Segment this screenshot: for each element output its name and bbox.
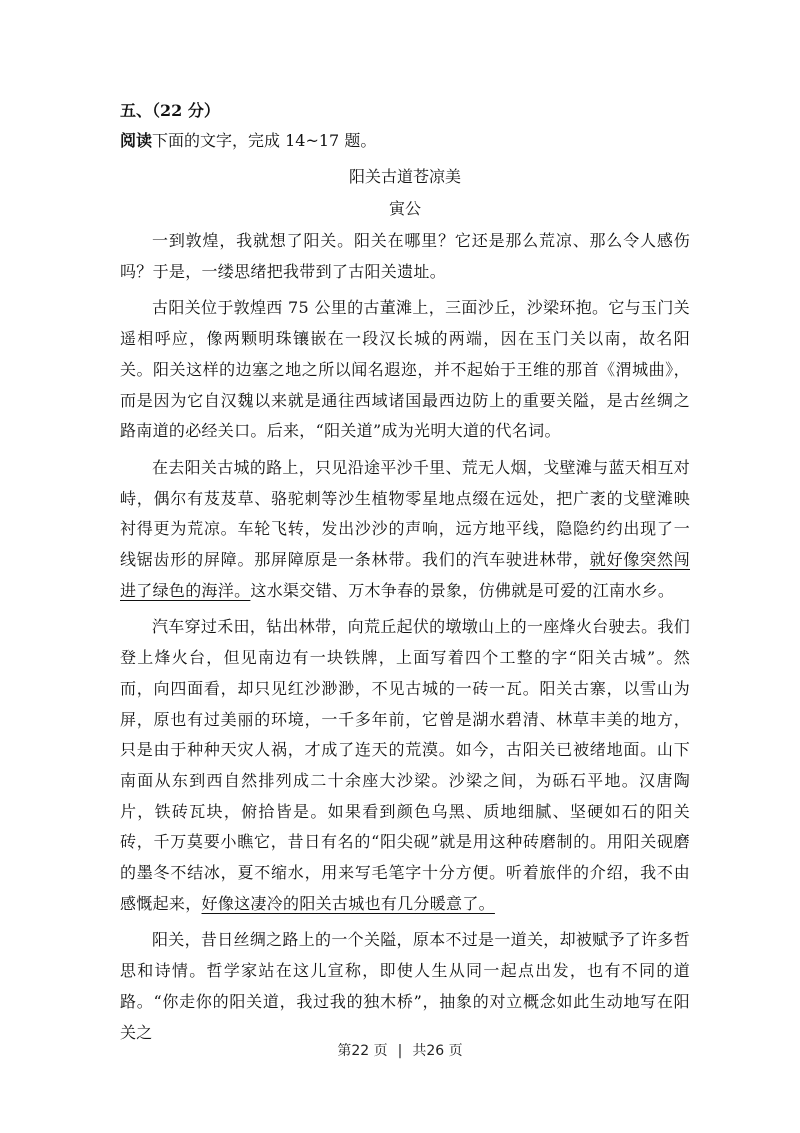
total-pages: 共26 页	[412, 1043, 463, 1059]
paragraph-3-text-b: 这水渠交错、万木争春的景象，仿佛就是可爱的江南水乡。	[250, 580, 675, 600]
footer-separator: |	[397, 1043, 403, 1059]
section-heading: 五、（22 分）	[120, 101, 220, 120]
reading-instruction	[120, 126, 690, 156]
exam-page-content	[120, 96, 690, 1054]
paragraph-2: 古阳关位于敦煌西 75 公里的古董滩上，三面沙丘，沙梁环抱。它与玉门关遥相呼应，像两颗明珠镶嵌在一段汉长城的两端，因在玉门关以南，故名阳关。阳关这样的边塞之地之所以闻名遐迩，并不起始于王维的那首《渭城曲》，而是因为它自汉魏以来就是通往西域诸国最西边防上的重要关隘，是古丝绸之路南道的必经关口。后来，“阳关道”成为光明大道的代名词。	[120, 298, 690, 441]
paragraph-4-text: 汽车穿过禾田，钻出林带，向荒丘起伏的墩墩山上的一座烽火台驶去。我们登上烽火台，但见南边有一块铁牌，上面写着四个工整的字“阳关古城”。然而，向四面看，却只见红沙渺渺，不见古城的一砖一瓦。阳关古寨，以雪山为屏，原也有过美丽的环境，一千多年前，它曾是湖水碧清、林草丰美的地方，只是由于种种天灾人祸，才成了连天的荒漠。如今，古阳关已被绪地面。山下南面从东到西自然排列成二十余座大沙梁。沙梁之间，为砾石平地。汉唐陶片，铁砖瓦块，俯拾皆是。如果看到颜色乌黑、质地细腻、坚硬如石的阳关砖，千万莫要小瞧它，昔日有名的“阳尖砚”就是用这种砖磨制的。用阳关砚磨的墨冬不结冰，夏不缩水，用来写毛笔字十分方便。听着旅伴的介绍，我不由感慨起来，	[120, 617, 690, 913]
instruction-bold-word: 阅读	[120, 131, 153, 150]
paragraph-3	[120, 453, 690, 607]
underlined-sentence-2: 好像这凄冷的阳关古城也有几分暖意了。	[201, 893, 495, 913]
paragraph-1: 一到敦煌，我就想了阳关。阳关在哪里？它还是那么荒凉、那么令人感伤吗？于是，一缕思绪把我带到了古阳关遗址。	[120, 231, 690, 281]
page-number: 第22 页	[337, 1043, 388, 1059]
paragraph-3-text-a: 在去阳关古城的路上，只见沿途平沙千里、荒无人烟，戈壁滩与蓝天相互对峙，偶尔有芨芨草、骆驼刺等沙生植物零星地点缀在远处，把广袤的戈壁滩映衬得更为荒凉。车轮飞转，发出沙沙的声响，远方地平线，隐隐约约出现了一线锯齿形的屏障。那屏障原是一条林带。我们的汽车驶进林带，	[120, 457, 690, 570]
paragraph-4	[120, 612, 690, 919]
underlined-sentence-1: 就好像突然闯进了绿色的海洋。	[120, 550, 690, 600]
article-title: 阳关古道苍凉美	[348, 167, 461, 186]
page-footer	[0, 1040, 800, 1060]
paragraph-5: 阳关，昔日丝绸之路上的一个关隘，原本不过是一道关，却被赋予了许多哲思和诗情。哲学家站在这儿宣称，即使人生从同一起点出发，也有不同的道路。“你走你的阳关道，我过我的独木桥”，抽象的对立概念如此生动地写在阳关之	[120, 930, 690, 1042]
article-author: 寅公	[388, 199, 421, 218]
instruction-text: 下面的文字，完成 14~17 题。	[152, 131, 377, 150]
